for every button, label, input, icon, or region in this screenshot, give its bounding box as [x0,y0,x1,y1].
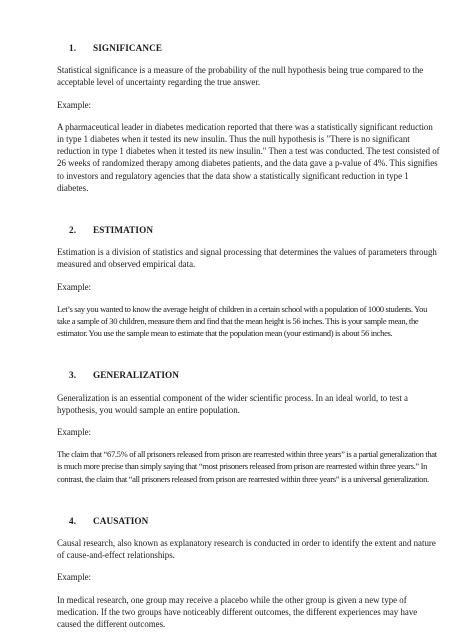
section-estimation [57,224,440,339]
example-text: Let’s say you wanted to know the average height of children in a certain school with a population of 1000 students. You take a sample of 30 children, measure them and find that the mean height is 56 inches. This is your sample mean, the estimator. You use the sample mean to estimate that the population mean (your estimand) is about 56 inches. [57,303,428,339]
section-definition: Generalization is an essential component of the wider scientific process. In an ideal world, to test a hypothesis, you would sample an entire population. [57,392,408,415]
example-label: Example: [57,427,92,438]
example-label: Example: [57,99,92,110]
section-significance [57,42,440,194]
section-generalization [57,369,440,484]
section-number: 3. [69,370,77,381]
section-title: GENERALIZATION [93,370,179,381]
section-definition: Causal research, also known as explanatory research is conducted in order to identify the extent and nature of cause-and-effect relationships. [57,538,436,561]
section-heading [57,224,440,236]
section-definition: Statistical significance is a measure of the probability of the null hypothesis being true compared to the acceptable level of uncertainty regarding the true answer. [57,65,424,88]
example-text: In medical research, one group may receive a placebo while the other group is given a new type of medication. If the two groups have noticeably different outcomes, the different experiences may have caused the different outcomes. [57,594,418,630]
section-causation [57,515,440,630]
section-definition: Estimation is a division of statistics and signal processing that determines the values of parameters through measured and observed empirical data. [57,247,437,270]
section-title: SIGNIFICANCE [93,43,163,53]
example-text: The claim that “67.5% of all prisoners released from prison are rearrested within three years” is a partial generalization that is much more precise than simply saying that “most prisoners released from prison are rearrested within three years.” In contrast, the claim that “all prisoners released from prison are rearrested within three years” is a universal generalization. [57,449,437,484]
section-heading [57,515,440,527]
section-title: ESTIMATION [93,225,154,236]
example-label: Example: [57,572,92,583]
example-label: Example: [57,281,92,292]
section-number: 2. [69,225,77,236]
section-number: 1. [69,43,77,53]
section-number: 4. [69,515,77,526]
section-heading [57,369,440,381]
example-text: A pharmaceutical leader in diabetes medication reported that there was a statistically significant reduction in type 1 diabetes when it tested its new insulin. Thus the null hypothesis is "There is no significant reduction in type 1 diabetes when it tested its new insulin." Then a test was conducted. The test consisted of 26 weeks of randomized therapy among diabetes patients, and the data gave a p-value of 4%. This signifies to investors and regulatory agencies that the data show a statistically significant reduction in type 1 diabetes. [57,121,440,193]
section-title: CAUSATION [93,515,149,526]
section-heading [57,42,440,54]
